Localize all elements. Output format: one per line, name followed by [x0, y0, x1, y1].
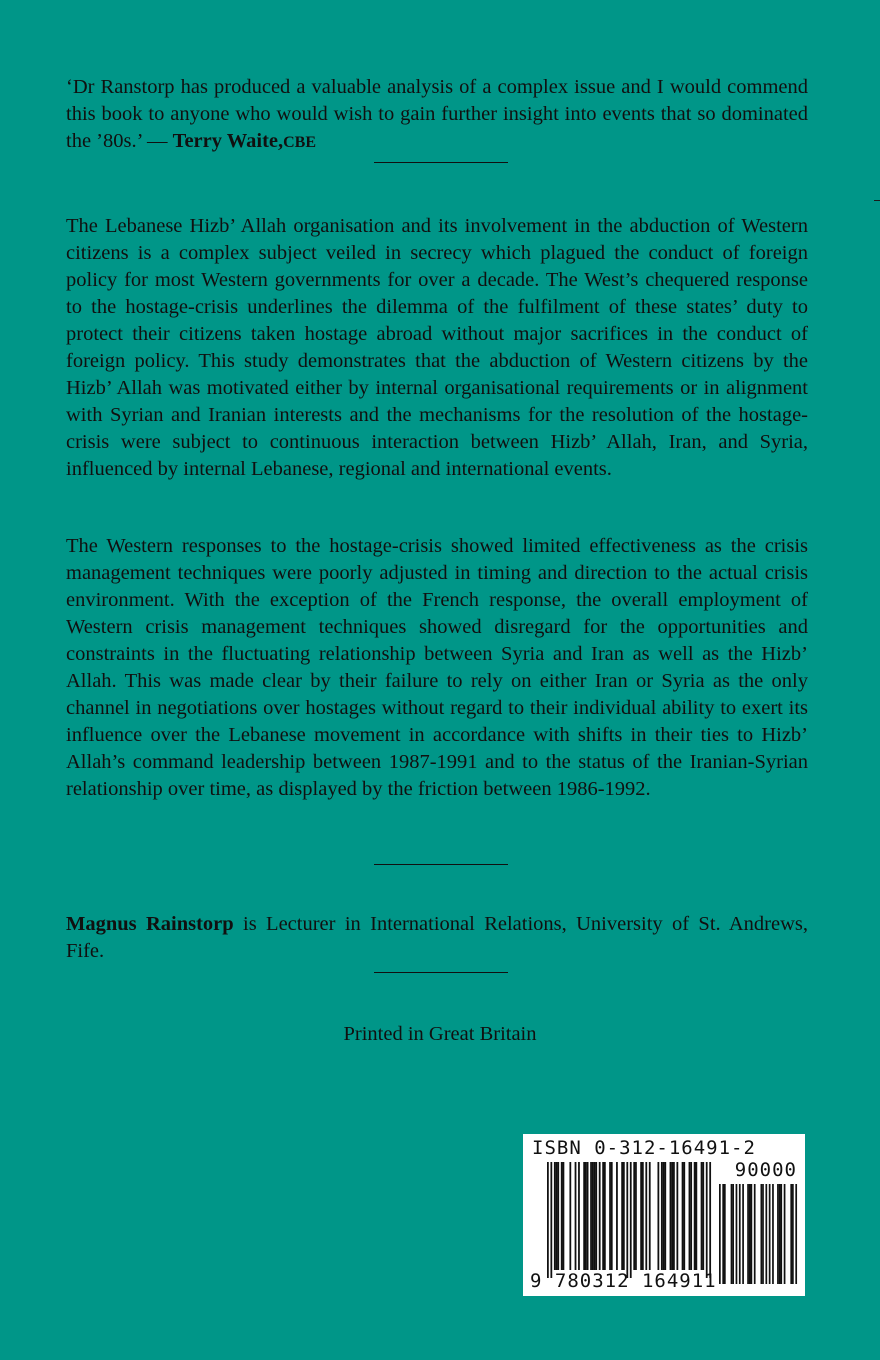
- barcode-bar: [616, 1162, 618, 1270]
- addon-bar: [722, 1184, 724, 1284]
- addon-bar: [739, 1184, 741, 1284]
- addon-bar: [777, 1184, 779, 1284]
- barcode-bar: [640, 1162, 642, 1270]
- addon-bar: [751, 1184, 753, 1284]
- barcode-bar: [683, 1162, 685, 1270]
- barcode-bar: [673, 1162, 675, 1270]
- addon-bar: [760, 1184, 762, 1284]
- barcode-bar: [556, 1162, 558, 1270]
- barcode-bar: [569, 1162, 571, 1270]
- addon-bar: [784, 1184, 786, 1284]
- addon-bar: [754, 1184, 756, 1284]
- barcode-bar: [594, 1162, 596, 1270]
- addon-bar: [769, 1184, 771, 1284]
- barcode-bar: [575, 1162, 577, 1270]
- addon-bar: [719, 1184, 721, 1284]
- barcode-bar: [661, 1162, 663, 1270]
- quote-text: ‘Dr Ranstorp has produced a valuable analysis of a complex issue and I would commend this book to anyone who would wish to gain further insight into events that so dominated the ’80s.’ —: [66, 76, 808, 152]
- barcode-bar: [702, 1162, 704, 1270]
- barcode-bar: [609, 1162, 611, 1270]
- isbn-label: ISBN 0-312-16491-2: [532, 1137, 756, 1159]
- barcode-bar: [657, 1162, 659, 1270]
- barcode-bar: [633, 1162, 635, 1270]
- barcode-bar: [690, 1162, 692, 1270]
- barcode-bar: [709, 1162, 711, 1278]
- barcode-bar: [595, 1162, 597, 1270]
- barcode-bar: [701, 1162, 703, 1270]
- author-bio-text: is Lecturer in International Relations, University of St. Andrews, Fife.: [66, 913, 808, 962]
- barcode-bar: [602, 1162, 604, 1270]
- barcode-bar: [706, 1162, 708, 1278]
- barcode-bar: [592, 1162, 594, 1270]
- edge-trim-mark: [874, 200, 880, 201]
- barcode-bar: [689, 1162, 691, 1270]
- addon-bar: [779, 1184, 781, 1284]
- addon-bar: [736, 1184, 738, 1284]
- addon-bar: [790, 1184, 792, 1284]
- barcode-bar: [550, 1162, 552, 1278]
- barcode-bar: [671, 1162, 673, 1270]
- barcode-bar: [682, 1162, 684, 1270]
- author-name: Magnus Rainstorp: [66, 913, 234, 935]
- addon-bar: [742, 1184, 744, 1284]
- barcode-bar: [635, 1162, 637, 1270]
- barcode-bar: [695, 1162, 697, 1270]
- barcode-bar: [561, 1162, 563, 1270]
- barcode-bar: [585, 1162, 587, 1270]
- barcode-bar: [649, 1162, 651, 1270]
- addon-bar: [747, 1184, 749, 1284]
- addon-bar: [762, 1184, 764, 1284]
- divider-rule: [374, 972, 508, 973]
- barcode-bar: [590, 1162, 592, 1270]
- price-code: 90000: [734, 1159, 797, 1181]
- addon-bar: [765, 1184, 767, 1284]
- isbn-barcode: [523, 1134, 805, 1296]
- barcode-bar: [670, 1162, 672, 1270]
- barcode-bar: [547, 1162, 549, 1278]
- author-bio: [66, 911, 808, 965]
- barcode-bar: [645, 1162, 647, 1270]
- barcode-bar: [578, 1162, 580, 1270]
- barcode-bar: [626, 1162, 628, 1278]
- imprint-line: Printed in Great Britain: [343, 1023, 537, 1045]
- barcode-bar: [621, 1162, 623, 1270]
- addon-bar: [724, 1184, 726, 1284]
- quote-attribution-title: CBE: [283, 134, 317, 151]
- barcode-bar: [587, 1162, 589, 1270]
- barcode-bar: [604, 1162, 606, 1270]
- addon-bar: [731, 1184, 733, 1284]
- barcode-bar: [623, 1162, 625, 1270]
- endorsement-quote: [66, 74, 808, 156]
- barcode-bar: [642, 1162, 644, 1270]
- barcode-bar: [554, 1162, 556, 1270]
- quote-attribution-name: Terry Waite,: [172, 130, 284, 152]
- barcode-bar: [676, 1162, 678, 1270]
- barcode-bar: [557, 1162, 559, 1270]
- addon-bar: [772, 1184, 774, 1284]
- blurb-paragraph-2: The Western responses to the hostage-crisis showed limited effectiveness as the crisis management techniques were poorly adjusted in timing and direction to the actual crisis environment. With the exception of the French response, the overall employment of Western crisis management techniques showed disregard for the opportunities and constraints in the fluctuating relationship between Syria and Iran as well as the Hizb’ Allah. This was made clear by their failure to rely on either Iran or Syria as the only channel in negotiations over hostages without regard to their individual ability to exert its influence over the Lebanese movement in accordance with shifts in their ties to Hizb’ Allah’s command leadership between 1987-1991 and to the status of the Iranian-Syrian relationship over time, as displayed by the friction between 1986-1992.: [66, 535, 808, 800]
- blurb-paragraph-1: The Lebanese Hizb’ Allah organisation and its involvement in the abduction of Western citizens is a complex subject veiled in secrecy which plagued the conduct of foreign policy for most Western governments for over a decade. The West’s chequered response to the hostage-crisis underlines the dilemma of the fulfilment of these states’ duty to protect their citizens taken hostage abroad without major sacrifices in the conduct of foreign policy. This study demonstrates that the abduction of Western citizens by the Hizb’ Allah was motivated either by internal organisational requirements or in alignment with Syrian and Iranian interests and the mechanisms for the resolution of the hostage-crisis were subject to continuous interaction between Hizb’ Allah, Iran, and Syria, influenced by internal Lebanese, regional and international events.: [66, 215, 808, 480]
- addon-bar: [792, 1184, 794, 1284]
- barcode-bar: [611, 1162, 613, 1270]
- addon-bar: [780, 1184, 782, 1284]
- divider-rule: [374, 162, 508, 163]
- barcode-bar: [664, 1162, 666, 1270]
- barcode-bar: [663, 1162, 665, 1270]
- addon-bar: [732, 1184, 734, 1284]
- ean-digits: 9 780312 164911: [530, 1270, 717, 1292]
- barcode-bar: [599, 1162, 601, 1270]
- barcode-bar: [694, 1162, 696, 1270]
- addon-bar: [749, 1184, 751, 1284]
- divider-rule: [374, 864, 508, 865]
- barcode-bar: [630, 1162, 632, 1278]
- barcode-bar: [563, 1162, 565, 1270]
- addon-bar: [795, 1184, 797, 1284]
- barcode-bar: [583, 1162, 585, 1270]
